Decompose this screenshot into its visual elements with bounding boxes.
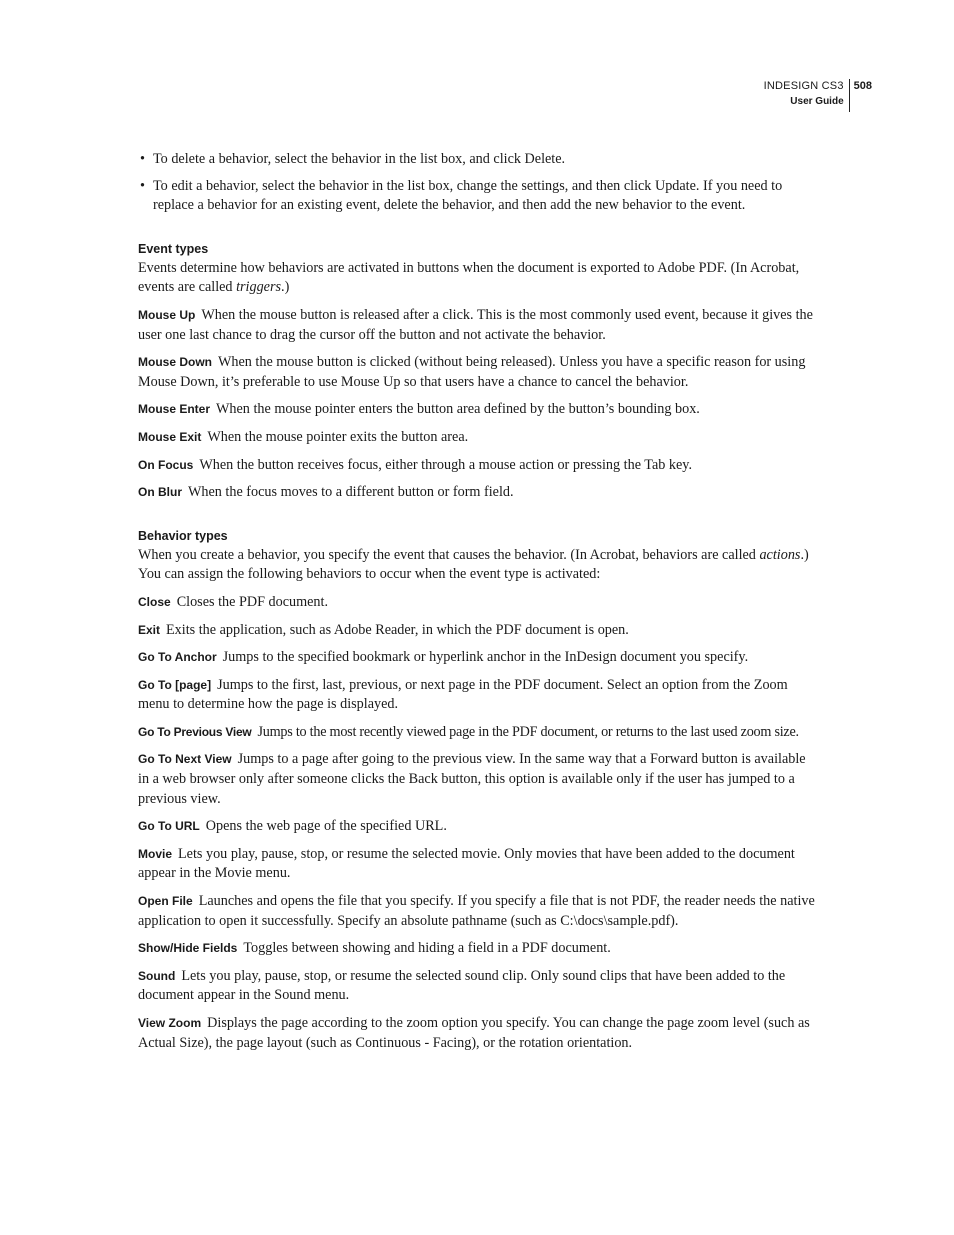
behavior-item: [138, 750, 818, 809]
behavior-term: View Zoom: [138, 1016, 202, 1030]
event-desc: When the mouse button is clicked (without being released). Unless you have a specific reason for using Mouse Down, it’s preferable to use Mouse Up so that users have a chance to cancel the behavior.: [138, 354, 806, 390]
page-number: 508: [853, 80, 872, 92]
bullet-text: To edit a behavior, select the behavior in the list box, change the settings, and then click Update. If you need to replace a behavior for an existing event, delete the behavior, and then add the new behavior to the event.: [153, 177, 783, 214]
event-term: Mouse Up: [138, 307, 196, 322]
behavior-term: Go To Previous View: [138, 724, 252, 739]
page-content: [138, 150, 818, 1061]
event-types-heading: Event types: [138, 241, 209, 256]
behavior-term: Go To [page]: [138, 677, 212, 692]
behavior-term: Show/Hide Fields: [138, 941, 238, 956]
behavior-desc: Jumps to the specified bookmark or hyperlink anchor in the InDesign document you specify.: [222, 649, 749, 666]
header-titles: [764, 79, 850, 112]
behavior-desc: Launches and opens the file that you specify. If you specify a file that is not PDF, the reader needs the native application to open it successfully. Specify an absolute pathname (such as C:\docs\sample.pdf).: [138, 893, 815, 929]
behavior-term: Movie: [138, 846, 173, 861]
intro-text-end: .) You can assign the following behaviors to occur when the event type is activated:: [138, 546, 809, 583]
behavior-term: Go To Next View: [138, 752, 232, 767]
event-desc: When the button receives focus, either through a mouse action or pressing the Tab key.: [199, 456, 693, 473]
intro-italic: triggers: [236, 279, 282, 296]
event-item: [138, 353, 818, 392]
behavior-item: [138, 676, 818, 715]
intro-text: Events determine how behaviors are activated in buttons when the document is exported to Adobe PDF. (In Acrobat, events are called: [138, 259, 800, 296]
event-desc: When the mouse button is released after a click. This is the most commonly used event, because it gives the user one last chance to drag the cursor off the button and not activate the behavior.: [138, 306, 813, 343]
event-desc: When the mouse pointer enters the button area defined by the button’s bounding box.: [216, 401, 700, 418]
behavior-desc: Toggles between showing and hiding a field in a PDF document.: [243, 940, 611, 957]
behavior-desc: Jumps to the first, last, previous, or next page in the PDF document. Select an option from the Zoom menu to determine how the page is displayed.: [138, 676, 788, 713]
event-term: On Focus: [138, 457, 194, 472]
event-item: [138, 306, 818, 345]
behavior-term: Exit: [138, 622, 161, 637]
behavior-desc: Jumps to the most recently viewed page in the PDF document, or returns to the last used zoom size.: [257, 723, 799, 740]
behavior-term: Go To Anchor: [138, 650, 217, 665]
bullet-list: [138, 150, 818, 216]
behavior-item: [138, 648, 818, 668]
behavior-desc: Exits the application, such as Adobe Reader, in which the PDF document is open.: [166, 621, 629, 638]
behavior-item: [138, 621, 818, 641]
behavior-item: [138, 967, 818, 1006]
behavior-desc: Lets you play, pause, stop, or resume the selected sound clip. Only sound clips that have been added to the document appear in the Sound menu.: [138, 967, 786, 1004]
event-term: Mouse Enter: [138, 402, 211, 417]
behavior-item: [138, 939, 818, 959]
behavior-term: Go To URL: [138, 819, 200, 834]
behavior-item: [138, 1014, 818, 1053]
behavior-desc: Displays the page according to the zoom option you specify. You can change the page zoom level (such as Actual Size), the page layout (such as Continuous - Facing), or the rotation orientation.: [138, 1015, 810, 1051]
event-types-intro: [138, 259, 818, 298]
header-guide: User Guide: [790, 96, 844, 107]
behavior-term: Open File: [138, 894, 193, 909]
behavior-item: [138, 845, 818, 884]
event-term: Mouse Down: [138, 355, 212, 370]
intro-italic: actions: [759, 546, 801, 563]
intro-text-end: .): [281, 279, 290, 296]
bullet-item: [138, 150, 818, 170]
header-product: INDESIGN CS3: [763, 80, 844, 92]
behavior-desc: Opens the web page of the specified URL.: [205, 818, 447, 835]
event-item: [138, 456, 818, 476]
bullet-dot: •: [140, 177, 145, 194]
event-term: Mouse Exit: [138, 429, 202, 444]
behavior-term: Close: [138, 594, 171, 609]
behavior-desc: Lets you play, pause, stop, or resume the selected movie. Only movies that have been added to the document appear in the Movie menu.: [138, 845, 795, 882]
behavior-item: [138, 892, 818, 931]
intro-text: When you create a behavior, you specify the event that causes the behavior. (In Acrobat, behaviors are called: [138, 546, 760, 563]
behavior-desc: Jumps to a page after going to the previous view. In the same way that a Forward button is available in a web browser only after someone clicks the Back button, this option is available only if the user has jumped to a previous view.: [138, 751, 806, 807]
event-term: On Blur: [138, 485, 182, 500]
event-item: [138, 400, 818, 420]
event-item: [138, 428, 818, 448]
behavior-item: [138, 593, 818, 613]
event-desc: When the mouse pointer exits the button area.: [207, 428, 469, 445]
event-desc: When the focus moves to a different button or form field.: [188, 484, 514, 501]
running-header: [764, 79, 872, 112]
bullet-text: To delete a behavior, select the behavior in the list box, and click Delete.: [153, 151, 566, 167]
behavior-item: [138, 723, 818, 743]
behavior-desc: Closes the PDF document.: [176, 593, 329, 610]
bullet-item: [138, 177, 818, 216]
bullet-dot: •: [140, 151, 145, 167]
event-item: [138, 483, 818, 503]
behavior-types-heading: Behavior types: [138, 528, 228, 543]
behavior-item: [138, 817, 818, 837]
behavior-types-intro: [138, 546, 818, 585]
behavior-term: Sound: [138, 968, 176, 983]
